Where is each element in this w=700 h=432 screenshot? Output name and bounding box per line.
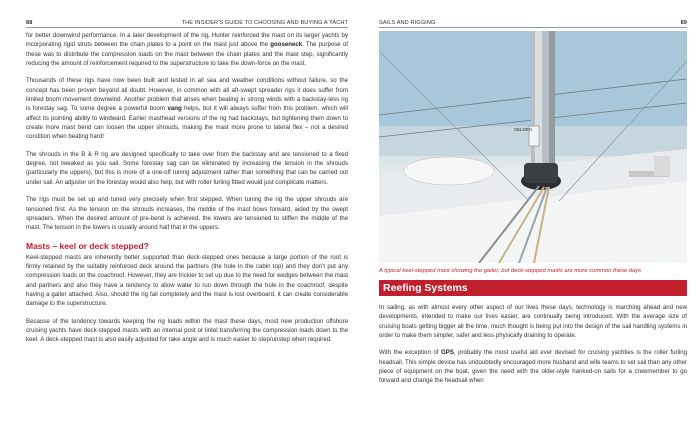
right-running-title: SAILS AND RIGGING: [379, 20, 436, 26]
section-banner: Reefing Systems: [379, 280, 687, 296]
mast-photo-illustration: [379, 31, 687, 263]
body-paragraph: Keel-stepped masts are inherently better supported than deck-stepped ones because a large portion of the root is firmly retained by the suitably reinforced deck around the partners (the hole in the cabin top) and they don't put any compression loads on the coachroof. However, they are trickier to set up due to the need for wedges between the mast and partners and also they have a tendency to allow water to run down through the hole in the coachroof, despite having a gaiter attached. Also, should the rig fail completely and the mast is lost overboard, it can create considerable damage to the superstructure.: [26, 253, 348, 308]
body-paragraph: With the exception of GPS, probably the most useful aid ever devised for cruising yachties is the roller furling headsail. This simple device has undoubtedly encouraged more husband and wife teams to set sail than any other piece of equipment on the boat, given the need with the older-style hanked-on sails for a crewmember to go forward and change the headsail when: [379, 349, 687, 385]
section-heading: Masts – keel or deck stepped?: [26, 240, 149, 251]
body-paragraph: Thousands of these rigs have now been built and tested in all sea and weather conditions without failure, so the concept has been proven beyond all doubt. However, in common with all aft-swept spreader rigs it does suffer from limited boom movement downwind. Another problem that arises when beating in strong winds with a backstay-less rig is forestay sag. To some degree a powerful boom vang helps, but it will always suffer from this problem, which will affect its pointing ability to windward. Earlier masthead versions of the rig had backstays, but tightening them down to create more mast bend can loosen the upper shrouds, making the mast more prone to lateral flex – not a desired condition when beating hard!: [26, 77, 348, 141]
term-gps: GPS: [441, 349, 454, 357]
left-page: [26, 0, 348, 432]
body-paragraph: In sailing, as with almost every other aspect of our lives these days, technology is marching ahead and new developments, intended to make our lives easier, are continually being introduced. With the average size of cruising boats getting bigger all the time, much thought is being put into the design of the sail handling systems in order to make them simpler, safer and less physically draining to operate.: [379, 304, 687, 340]
photo-label: SELDEN: [514, 127, 533, 132]
left-running-title: THE INSIDER'S GUIDE TO CHOOSING AND BUYING A YACHT: [181, 20, 348, 26]
body-paragraph: Because of the tendency towards keeping the rig loads within the mast these days, most new production offshore cruising yachts have deck-stepped masts with an internal post or lintel transferring the compression loads down to the keel. A deck-stepped mast is also easily adjusted for rake angle and is much easier to step/unstep when required.: [26, 317, 348, 344]
term-gooseneck: gooseneck: [270, 41, 303, 49]
right-running-header: [379, 0, 687, 28]
right-page-number: 89: [680, 20, 687, 26]
mast-photo: [379, 31, 687, 263]
right-page: [379, 0, 687, 432]
body-paragraph: The rigs must be set up and tuned very precisely when first stepped. When tuning the rig the upper shrouds are tensioned first. As the tension on the shrouds increases, the middle of the mast bows forward, aided by the swept spreaders. When the desired amount of pre-bend is achieved, the lowers are tensioned to stiffen the middle of the mast. The tension in the lowers is usually around half that in the uppers.: [26, 196, 348, 232]
left-running-header: [26, 0, 348, 28]
term-vang: vang: [167, 105, 182, 113]
body-paragraph: The shrouds in the B & R rig are designed specifically to take over from the backstay and are tensioned to a fixed degree, not tweaked as you sail. Some forestay sag can be eliminated by increasing the tension in the shrouds (particularly the uppers), but this is more of a one-off tuning adjustment rather than something that can be carried out under sail. An adjuster on the forestay would also help, but with roller furling fitted would just complicate matters.: [26, 150, 348, 186]
photo-caption: A typical keel-stepped mast showing the gaiter, but deck-stepped masts are more common these days: [379, 268, 642, 274]
left-page-number: 88: [26, 20, 33, 26]
body-paragraph: for better downwind performance. In a later development of the rig, Hunter reinforced the mast on its larger yachts by incorporating rigid struts between the chain plates to a point on the mast just above the gooseneck. The purpose of these was to distribute the compression loads on the mast between the chain plates and the mast step, significantly reducing the amount of reinforcement required to the superstructure to take the down-force on the mast.: [26, 32, 348, 68]
